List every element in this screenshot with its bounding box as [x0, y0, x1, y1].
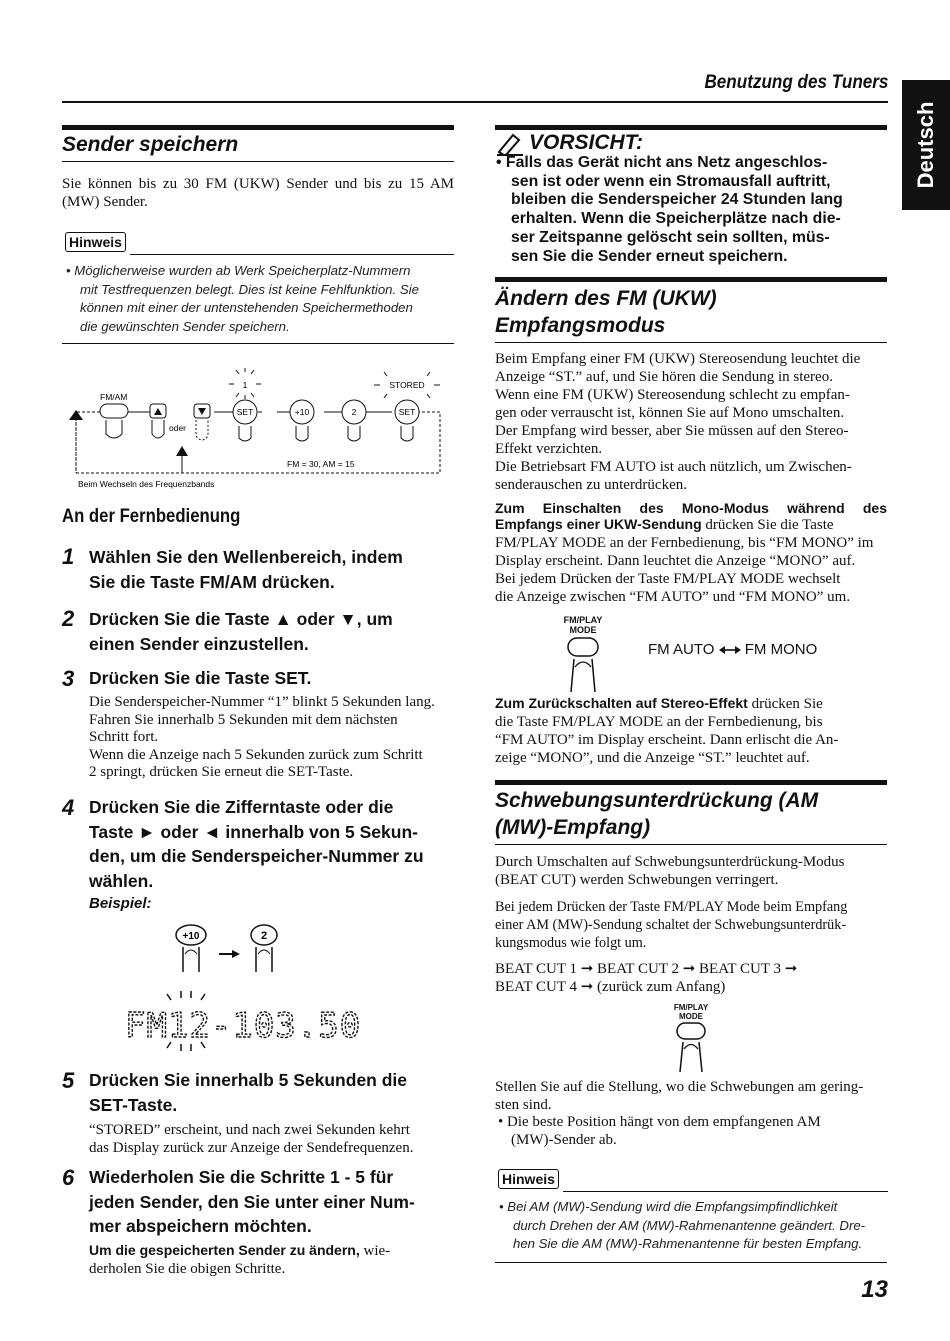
fm-mono-label: FM MONO — [744, 641, 818, 658]
bidirectional-arrow-icon — [719, 642, 741, 659]
bullet-line: • Die beste Position hängt von dem empfangenen AM — [498, 1114, 821, 1130]
body-line: Stellen Sie auf die Stellung, wo die Schwebungen am gering- — [495, 1079, 864, 1095]
caution-title: VORSICHT: — [529, 131, 643, 154]
body-line: Wenn eine FM (UKW) Stereosendung schlecht zu empfan- — [495, 387, 850, 403]
step-2-text — [89, 607, 459, 656]
title-line: Ändern des FM (UKW) — [495, 287, 717, 310]
body-line: das Display zurück zur Anzeige der Sendefrequenzen. — [89, 1139, 414, 1156]
header-rule — [62, 101, 888, 103]
body-line: zeige “MONO”, und die Anzeige “ST.” leuchtet auf. — [495, 750, 810, 766]
note-rule — [130, 254, 454, 255]
beat-body-3 — [495, 1078, 887, 1114]
note-label-right: Hinweis — [498, 1169, 559, 1189]
stereo-bold: Zum Zurückschalten auf Stereo-Effekt — [495, 695, 748, 711]
beat-bullet — [495, 1113, 887, 1149]
body-line: kungsmodus wie folgt um. — [495, 935, 647, 951]
step-line: wählen. — [89, 870, 154, 891]
note-bottom-rule — [62, 343, 454, 344]
set-label-2: SET — [398, 407, 416, 417]
step-line: mer abspeichern möchten. — [89, 1216, 312, 1236]
note-line: • Bei AM (MW)-Sendung wird die Empfangsimpfindlichkeit — [499, 1199, 838, 1214]
example-two-label: 2 — [260, 930, 268, 942]
note-line: die gewünschten Sender speichern. — [80, 318, 290, 334]
fmplay-button-icon — [562, 637, 604, 695]
step-5-text — [89, 1068, 459, 1117]
beat-seq-line: BEAT CUT 4 ➞ (zurück zum Anfang) — [495, 979, 726, 995]
step-line: jeden Sender, den Sie unter einer Num- — [89, 1191, 415, 1212]
subheading-remote: An der Fernbedienung — [62, 506, 241, 527]
fmplay-label — [555, 615, 611, 635]
stereo-instructions — [495, 695, 887, 767]
fmplay-label-line: MODE — [569, 625, 597, 635]
change-line-2: derholen Sie die obigen Schritte. — [89, 1260, 286, 1277]
step-line: Wählen Sie den Wellenbereich, indem — [89, 547, 403, 567]
body-line: senderauschen zu unterdrücken. — [495, 477, 687, 493]
language-tab — [902, 80, 950, 210]
step-number: 6 — [62, 1165, 75, 1190]
step-number: 4 — [62, 795, 75, 820]
step-line: Drücken Sie die Taste ▲ oder ▼, um — [89, 609, 393, 629]
section-title-underline — [495, 844, 887, 845]
note-text — [66, 262, 456, 336]
step-line: SET-Taste. — [89, 1094, 178, 1115]
note-bottom-rule-right — [495, 1262, 887, 1263]
note-label: Hinweis — [65, 232, 126, 252]
body-line: 2 springt, drücken Sie erneut die SET-Taste. — [89, 764, 354, 780]
caution-line: bleiben die Senderspeicher 24 Stunden lang — [511, 191, 843, 209]
section-title-underline — [495, 342, 887, 343]
body-line: “FM AUTO” im Display erscheint. Dann erlischt die An- — [495, 732, 839, 748]
body-line: Effekt verzichten. — [495, 441, 603, 457]
body-line: Bei jedem Drücken der Taste FM/PLAY Mode beim Empfang — [495, 899, 848, 915]
note-line: • Möglicherweise wurden ab Werk Speicherplatz-Nummern — [66, 263, 411, 278]
mono-instructions — [495, 500, 887, 606]
change-bold: Um die gespeicherten Sender zu ändern, — [89, 1242, 360, 1258]
step-6-text — [89, 1165, 459, 1239]
fm-am-button — [100, 404, 128, 438]
title-line: Empfangsmodus — [495, 314, 666, 337]
step-3-text: Drücken Sie die Taste SET. — [89, 668, 312, 688]
title-line: (MW)-Empfang) — [495, 816, 651, 839]
step-line: Sie die Taste FM/AM drücken. — [89, 571, 335, 592]
step-line: den, um die Senderspeicher-Nummer zu — [89, 846, 424, 866]
caution-line: • Falls das Gerät nicht ans Netz angeschlos- — [496, 154, 828, 171]
body-line: “STORED” erscheint, und nach zwei Sekunden kehrt — [89, 1122, 410, 1138]
language-tab-label: Deutsch — [913, 101, 938, 189]
storing-sequence-diagram — [62, 360, 454, 495]
fmplay-label-line: FM/PLAY — [673, 1003, 709, 1012]
note-line: hen Sie die AM (MW)-Rahmenantenne für besten Empfang. — [513, 1236, 863, 1251]
beat-seq-line: BEAT CUT 1 ➞ BEAT CUT 2 ➞ BEAT CUT 3 ➞ — [495, 961, 798, 977]
fmplay-button-icon-2 — [672, 1022, 710, 1074]
body-line: einer AM (MW)-Sendung schaltet der Schwebungsunterdrük- — [495, 917, 847, 933]
page-number: 13 — [861, 1276, 888, 1303]
blink-one-label: 1 — [242, 380, 248, 390]
section-title-underline — [62, 161, 454, 162]
beat-body-1 — [495, 853, 887, 889]
body-line: Bei jedem Drücken der Taste FM/PLAY MODE wechselt — [495, 571, 841, 587]
two-label: 2 — [351, 407, 357, 417]
step-line: einen Sender einzustellen. — [89, 633, 309, 654]
caution-text — [496, 154, 888, 266]
intro-text: Sie können bis zu 30 FM (UKW) Sender und bis zu 15 AM (MW) Sender. — [62, 176, 454, 210]
note-badge-right — [498, 1169, 559, 1189]
change-rest: wie- — [359, 1243, 391, 1259]
step-line: Drücken Sie innerhalb 5 Sekunden die — [89, 1070, 408, 1090]
body-line: gen oder verrauscht ist, können Sie auf Mono umschalten. — [495, 405, 845, 421]
section-title-fm-mode — [495, 285, 887, 339]
stereo-line-1 — [495, 695, 887, 713]
body-line: Wenn die Anzeige nach 5 Sekunden zurück zum Schritt — [89, 746, 423, 763]
step-number: 3 — [62, 666, 75, 691]
step-line: Taste ► oder ◄ innerhalb von 5 Sekun- — [89, 821, 418, 842]
step-number: 2 — [62, 606, 75, 631]
step-line: Drücken Sie die Zifferntaste oder die — [89, 797, 394, 817]
fmplay-label-line: FM/PLAY — [563, 615, 603, 625]
step-number: 5 — [62, 1068, 75, 1093]
body-line: Fahren Sie innerhalb 5 Sekunden mit dem nächsten — [89, 711, 398, 728]
down-button — [194, 404, 210, 440]
band-change-label: Beim Wechseln des Frequenzbands — [78, 479, 215, 489]
fm-auto-label: FM AUTO — [648, 641, 715, 658]
body-line: Beim Empfang einer FM (UKW) Stereosendung leuchtet die — [495, 351, 861, 367]
step-4-text — [89, 795, 459, 893]
fmplay-label-line: MODE — [679, 1012, 703, 1021]
warning-pencil-icon — [497, 132, 525, 156]
note-line: durch Drehen der AM (MW)-Rahmenantenne geändert. Dre- — [513, 1217, 866, 1233]
running-header: Benutzung des Tuners — [703, 72, 888, 93]
note-line: können mit einer der untenstehenden Speichermethoden — [80, 300, 413, 315]
mono-bold-line: Zum Einschalten des Mono-Modus während des — [495, 500, 887, 516]
section-rule — [495, 277, 887, 282]
caution-line: sen ist oder wenn ein Stromausfall auftritt, — [511, 172, 831, 190]
body-line: Anzeige “ST.” auf, und Sie hören die Sendung in stereo. — [495, 369, 833, 385]
change-stations-text — [89, 1242, 454, 1278]
step-line: Wiederholen Sie die Schritte 1 - 5 für — [89, 1167, 394, 1187]
caution-line: ser Zeitspanne gelöscht sein sollten, müs- — [511, 228, 830, 246]
change-line-1 — [89, 1242, 454, 1261]
body-line: Die Betriebsart FM AUTO ist auch nützlich, um Zwischen- — [495, 459, 852, 475]
fmam-label: FM/AM — [100, 392, 128, 402]
fm-am-count-label: FM = 30, AM = 15 — [287, 459, 355, 469]
mono-rest-2: drücken Sie die Taste — [701, 517, 834, 533]
caution-line: sen Sie die Sender erneut speichern. — [511, 247, 788, 265]
body-line: Der Empfang wird besser, aber Sie müssen auf den Stereo- — [495, 423, 849, 439]
caution-rule — [495, 125, 887, 130]
body-line: Display erscheint. Dann leuchtet die Anzeige “MONO” auf. — [495, 553, 856, 569]
body-line: die Anzeige zwischen “FM AUTO” und “FM MONO” um. — [495, 589, 851, 605]
body-line: die Taste FM/PLAY MODE an der Fernbedienung, bis — [495, 714, 823, 730]
bullet-line: (MW)-Sender ab. — [511, 1132, 617, 1148]
note-text-right — [499, 1198, 891, 1254]
section-rule — [495, 780, 887, 785]
fm-mode-toggle — [648, 641, 817, 659]
note-line: mit Testfrequenzen belegt. Dies ist keine Fehlfunktion. Sie — [80, 281, 419, 297]
mono-line-2 — [495, 516, 887, 534]
mono-bold-2: Empfangs einer UKW-Sendung — [495, 516, 702, 532]
stereo-rest: drücken Sie — [747, 696, 823, 712]
section-title-sender-speichern: Sender speichern — [62, 133, 239, 156]
step-3-body — [89, 694, 454, 782]
plus10-label: +10 — [294, 407, 310, 417]
body-line: FM/PLAY MODE an der Fernbedienung, bis “FM MONO” im — [495, 535, 874, 551]
title-line: Schwebungsunterdrückung (AM — [495, 789, 819, 812]
body-line: sten sind. — [495, 1097, 552, 1113]
up-button — [150, 404, 166, 438]
body-line: Schritt fort. — [89, 729, 159, 745]
stored-label: STORED — [389, 380, 425, 390]
step-number: 1 — [62, 544, 75, 569]
fmplay-label-2 — [663, 1003, 719, 1021]
beat-cut-sequence — [495, 960, 887, 996]
step-5-body — [89, 1122, 454, 1157]
step-1-text — [89, 545, 459, 594]
body-line: Die Senderspeicher-Nummer “1” blinkt 5 Sekunden lang. — [89, 694, 435, 710]
oder-label: oder — [169, 423, 187, 433]
example-illustration — [115, 922, 365, 1057]
body-line: Durch Umschalten auf Schwebungsunterdrückung-Modus — [495, 854, 845, 870]
note-badge — [65, 232, 126, 252]
note-rule-right — [563, 1191, 888, 1192]
example-plus10-label: +10 — [182, 931, 200, 942]
example-label: Beispiel: — [89, 895, 152, 912]
beat-body-2 — [495, 898, 887, 952]
display-readout: FM12-103.50 — [125, 1006, 362, 1046]
caution-line: erhalten. Wenn die Speicherplätze nach die- — [511, 210, 841, 228]
fm-body — [495, 350, 887, 494]
section-title-beat-cut — [495, 787, 887, 841]
example-arrow — [219, 950, 240, 958]
section-rule — [62, 125, 454, 130]
body-line: (BEAT CUT) werden Schwebungen verringert. — [495, 872, 779, 888]
set-label-1: SET — [236, 407, 254, 417]
